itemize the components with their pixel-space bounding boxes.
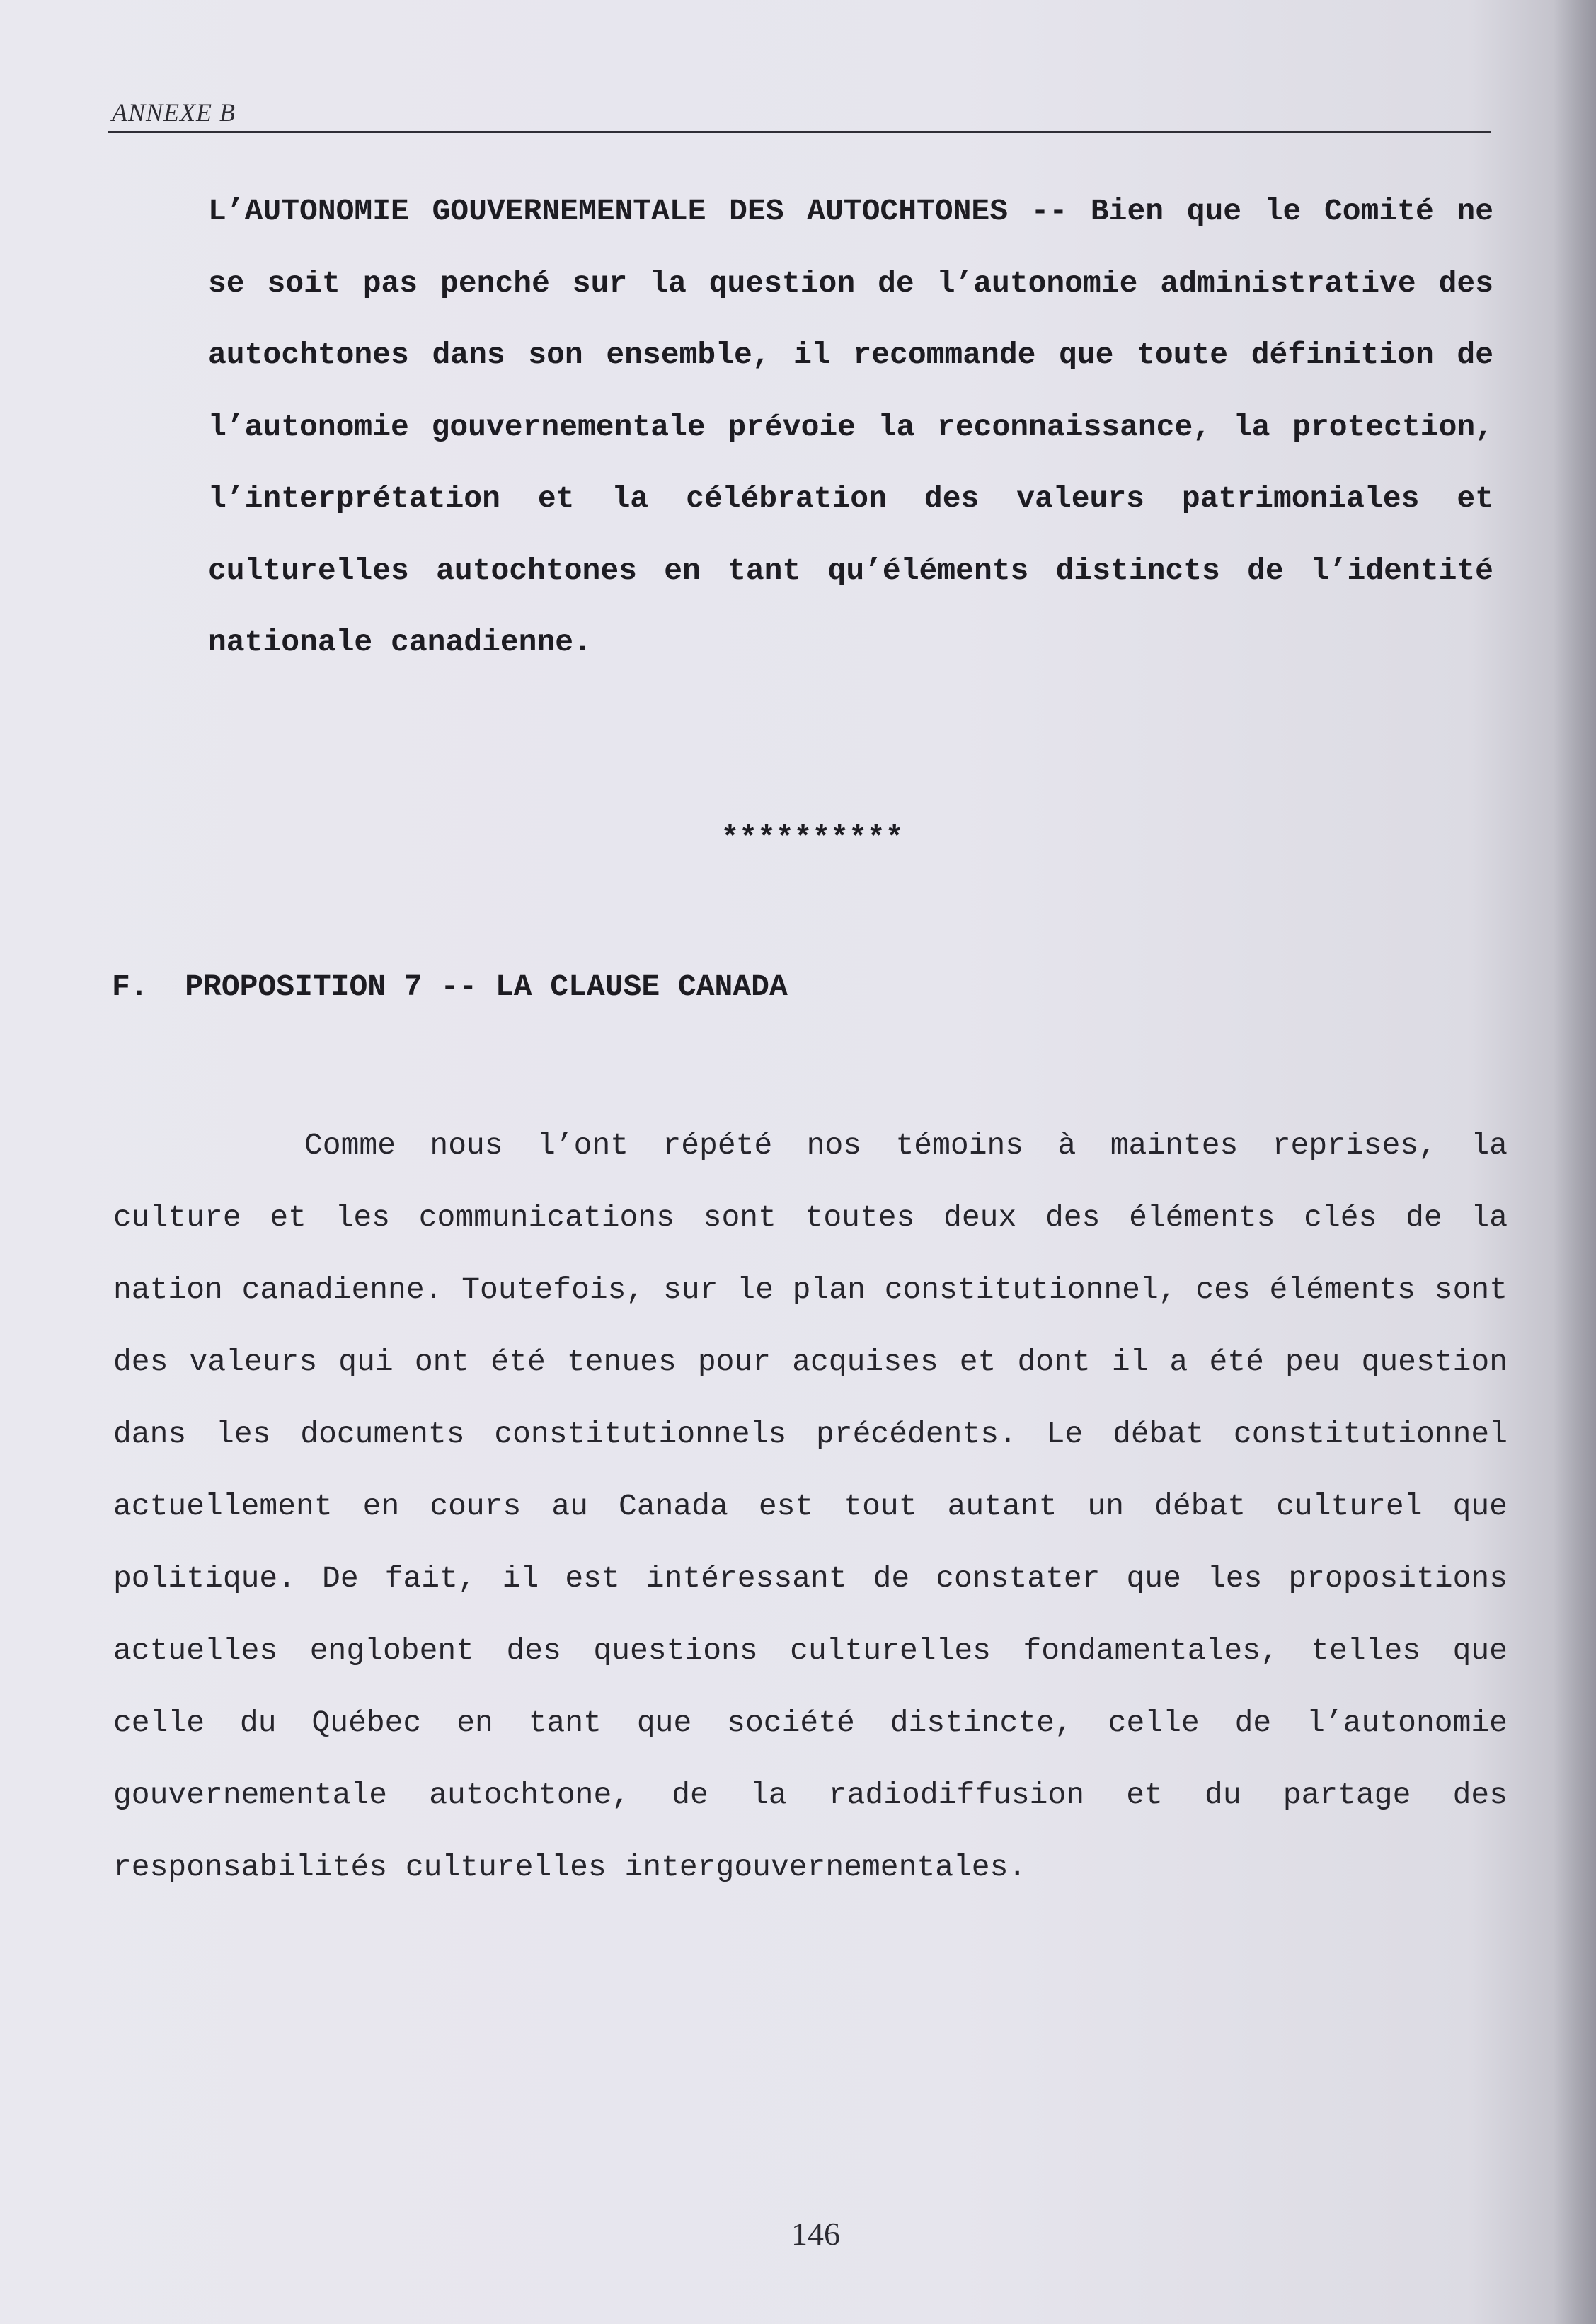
page-edge-shadow bbox=[1554, 0, 1596, 2324]
page-number: 146 bbox=[791, 2216, 840, 2252]
section-body bbox=[113, 1110, 1508, 1904]
section-separator: ********** bbox=[721, 821, 904, 856]
autonomy-paragraph: L’AUTONOMIE GOUVERNEMENTALE DES AUTOCHTONES -- Bien que le Comité ne se soit pas penché sur la question de l’autonomie administrative des autochtones dans son ensemble, il recommande que toute définition de l’autonomie gouvernementale prévoie la reconnaissance, la protection, l’interprétation et la célébration des valeurs patrimoniales et culturelles autochtones en tant qu’éléments distincts de l’identité nationale canadienne. bbox=[208, 194, 1493, 660]
section-heading: F. PROPOSITION 7 -- LA CLAUSE CANADA bbox=[112, 970, 788, 1004]
running-header: ANNEXE B bbox=[112, 98, 236, 127]
header-rule bbox=[108, 131, 1491, 133]
section-body-text: Comme nous l’ont répété nos témoins à maintes reprises, la culture et les communications sont toutes deux des éléments clés de la nation canadienne. Toutefois, sur le plan constitutionnel, ces éléments sont des valeurs qui ont été tenues pour acquises et dont il a été peu question dans les documents constitutionnels précédents. Le débat constitutionnel actuellement en cours au Canada est tout autant un débat culturel que politique. De fait, il est intéressant de constater que les propositions actuelles englobent des questions culturelles fondamentales, telles que celle du Québec en tant que société distincte, celle de l’autonomie gouvernementale autochtone, de la radiodiffusion et du partage des responsabilités culturelles intergouvernementales. bbox=[113, 1128, 1508, 1885]
